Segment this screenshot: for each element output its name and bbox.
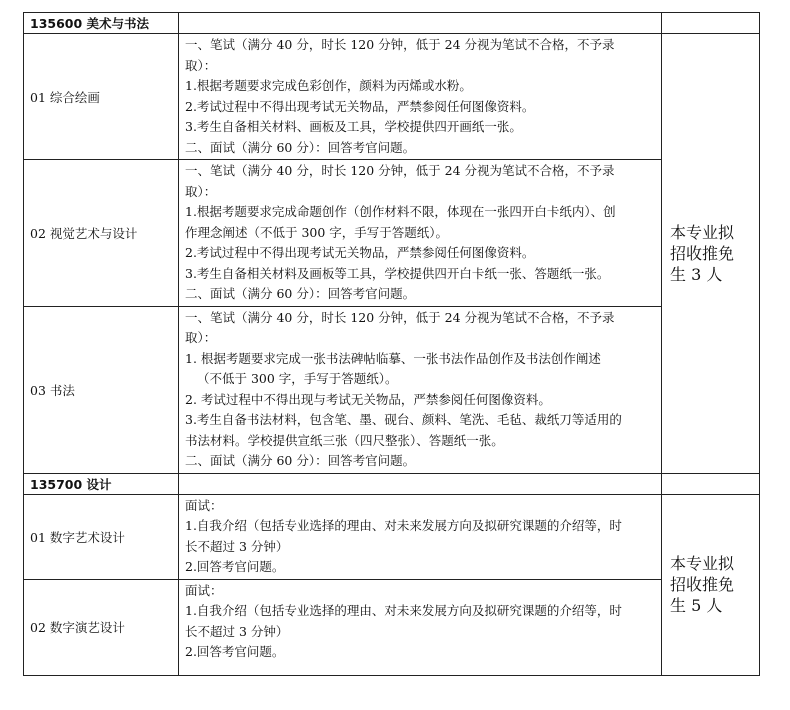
requirement-line: 长不超过 3 分钟）: [185, 538, 289, 554]
direction-name: 02 视觉艺术与设计: [24, 160, 179, 307]
requirement-line: 1.根据考题要求完成命题创作（创作材料不限，体现在一张四开白卡纸内）、创: [185, 204, 616, 219]
requirement-line: 3.考生自备书法材料，包含笔、墨、砚台、颜料、笔洗、毛毡、裁纸刀等适用的: [185, 412, 622, 427]
requirement-line: 面试：: [185, 497, 223, 513]
requirement-line: 书法材料。学校提供宣纸三张（四尺整张）、答题纸一张。: [185, 432, 504, 448]
requirement-line: 2.考试过程中不得出现考试无关物品，严禁参阅任何图像资料。: [185, 245, 535, 260]
requirement-line: 2.回答考官问题。: [185, 644, 285, 659]
requirement-line: 1.自我介绍（包括专业选择的理由、对未来发展方向及拟研究课题的介绍等，时: [185, 518, 622, 533]
exam-requirements: [179, 494, 662, 579]
section-header-empty-cell: [662, 13, 760, 34]
table-row: [24, 34, 760, 160]
requirement-line: 二、面试（满分 60 分）：回答考官问题。: [185, 453, 416, 468]
table-row: [24, 306, 760, 473]
section-header-empty-cell: [662, 473, 760, 494]
section-header-row: [24, 473, 760, 494]
direction-name: 01 综合绘画: [24, 34, 179, 160]
exam-requirements: [179, 306, 662, 473]
requirement-line: 1.根据考题要求完成色彩创作，颜料为丙烯或水粉。: [185, 78, 472, 93]
table-row: [24, 579, 760, 675]
exam-requirements: [179, 34, 662, 160]
section-title: 135700 设计: [24, 473, 179, 494]
requirement-line: 3.考生自备相关材料及画板等工具，学校提供四开白卡纸一张、答题纸一张。: [185, 265, 610, 281]
requirement-line: 1. 根据考题要求完成一张书法碑帖临摹、一张书法作品创作及书法创作阐述: [185, 350, 601, 366]
requirement-line: 作理念阐述（不低于 300 字，手写于答题纸）。: [185, 224, 449, 240]
requirement-line: 取）：: [185, 183, 217, 199]
requirement-line: 二、面试（满分 60 分）：回答考官问题。: [185, 139, 416, 155]
requirement-line: 一、笔试（满分 40 分，时长 120 分钟，低于 24 分视为笔试不合格，不予录: [185, 163, 615, 178]
admission-requirements-table: [23, 12, 760, 676]
table-row: [24, 160, 760, 307]
requirement-line: 二、面试（满分 60 分）：回答考官问题。: [185, 286, 416, 301]
direction-name: 02 数字演艺设计: [24, 579, 179, 675]
requirement-line: 3.考生自备相关材料、画板及工具，学校提供四开画纸一张。: [185, 119, 522, 134]
section-header-empty-cell: [179, 473, 662, 494]
requirement-line: 2.考试过程中不得出现考试无关物品，严禁参阅任何图像资料。: [185, 98, 535, 114]
section-header-empty-cell: [179, 13, 662, 34]
requirement-line: 2.回答考官问题。: [185, 559, 285, 574]
requirement-line: （不低于 300 字，手写于答题纸）。: [197, 371, 398, 386]
quota-note: 本专业拟招收推免生 5 人: [662, 494, 760, 675]
direction-name: 01 数字艺术设计: [24, 494, 179, 579]
requirement-line: 取）：: [185, 330, 217, 345]
section-header-row: [24, 13, 760, 34]
requirement-line: 长不超过 3 分钟）: [185, 623, 289, 639]
requirement-line: 一、笔试（满分 40 分，时长 120 分钟，低于 24 分视为笔试不合格，不予录: [185, 309, 615, 325]
requirement-line: 取）：: [185, 57, 217, 73]
section-title: 135600 美术与书法: [24, 13, 179, 34]
table-row: [24, 494, 760, 579]
requirement-line: 面试：: [185, 582, 223, 598]
requirement-line: 2. 考试过程中不得出现与考试无关物品，严禁参阅任何图像资料。: [185, 391, 551, 407]
quota-note: 本专业拟招收推免生 3 人: [662, 34, 760, 474]
requirement-line: 1.自我介绍（包括专业选择的理由、对未来发展方向及拟研究课题的介绍等，时: [185, 603, 622, 618]
requirement-line: 一、笔试（满分 40 分，时长 120 分钟，低于 24 分视为笔试不合格，不予录: [185, 37, 615, 52]
exam-requirements: [179, 160, 662, 307]
exam-requirements: [179, 579, 662, 675]
direction-name: 03 书法: [24, 306, 179, 473]
